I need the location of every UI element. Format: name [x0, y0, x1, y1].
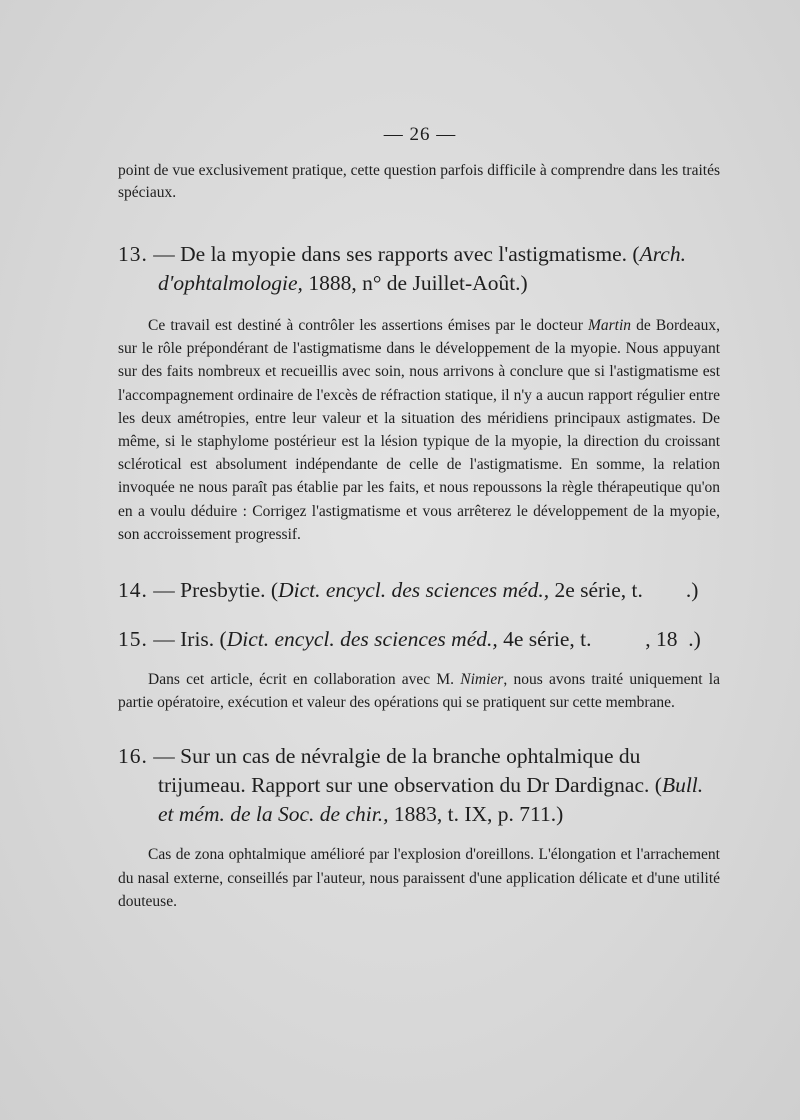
entry-16	[118, 742, 720, 913]
entry-number: 15.	[118, 627, 148, 652]
entry-number: 14.	[118, 578, 148, 603]
author-name: Nimier	[460, 671, 504, 689]
entry-source-rest: 2e série, t. .)	[554, 578, 699, 603]
entry-title: Iris.	[180, 627, 215, 652]
entry-dash: —	[153, 578, 175, 603]
page-content	[118, 160, 720, 913]
entry-heading: 13. — De la myopie dans ses rapports avec l'astigmatisme. (Arch. d'ophtalmologie, 1888, n° de Juillet-Août.)	[118, 242, 686, 295]
entry-description	[118, 314, 720, 546]
entry-source-italic: Dict. encycl. des sciences méd.,	[226, 627, 498, 652]
description-text: Dans cet article, écrit en collaboration avec M.	[148, 671, 461, 689]
entry-number: 16.	[118, 744, 148, 769]
entry-source-italic: Dict. encycl. des sciences méd.,	[278, 578, 550, 603]
entry-dash: —	[153, 242, 175, 266]
author-name: Martin	[587, 317, 632, 334]
entry-heading: 16. — Sur un cas de névralgie de la branche ophtalmique du trijumeau. Rapport sur une observation du Dr Dardignac. (Bull. et mém. de la Soc. de chir., 1883, t. IX, p. 711.)	[118, 744, 704, 827]
entry-heading: 15. — Iris. (Dict. encycl. des sciences méd., 4e série, t. , 18 .)	[118, 627, 701, 652]
description-text: de Bordeaux, sur le rôle prépondérant de l'astigmatisme dans le développement de la myopie. Nous appuyant sur des faits nombreux et recueillis avec soin, nous arrivons à conclure que si l'astigmatisme est l'accompagnement ordinaire de l'excès de réfraction statique, il n'y a aucun rapport régulier entre les deux amétropies, entre leur valeur et la situation des méridiens principaux astigmates. De même, si le staphylome postérieur est la lésion typique de la myopie, la direction du croissant sclérotical est absolument indépendante de celle de l'astigmatisme. En somme, la relation invoquée ne nous paraît pas établie par les faits, et nous repoussons la règle thérapeutique qu'on en a voulu déduire : Corrigez l'astigmatisme et vous arrêterez le développement de la myopie, son accroissement progressif.	[118, 317, 720, 543]
entry-dash: —	[153, 744, 175, 769]
entry-source-italic: Bull. et mém. de la Soc. de chir.,	[158, 773, 704, 827]
intro-paragraph: point de vue exclusivement pratique, cette question parfois difficile à comprendre dans les traités spéciaux.	[118, 162, 720, 201]
entry-title: Sur un cas de névralgie de la branche ophtalmique du trijumeau. Rapport sur une observation du Dr Dardignac.	[158, 744, 650, 798]
entry-description	[118, 668, 720, 714]
entry-description: Cas de zona ophtalmique amélioré par l'explosion d'oreillons. L'élongation et l'arrachement du nasal externe, conseillés par l'auteur, nous paraissent d'une application délicate et d'une utilité douteuse.	[118, 846, 720, 910]
description-text: , nous avons traité uniquement la partie opératoire, exécution et valeur des opérations qui se pratiquent sur cette membrane.	[118, 671, 720, 712]
entry-source-rest: 1888, n° de Juillet-Août.)	[308, 271, 528, 295]
entry-dash: —	[153, 627, 175, 652]
page-number: — 26 —	[383, 124, 457, 145]
description-text: Ce travail est destiné à contrôler les assertions émises par le docteur	[148, 317, 588, 334]
entry-13	[118, 240, 720, 546]
entry-source-italic: Arch. d'ophtalmologie,	[158, 242, 686, 295]
entry-15	[118, 625, 720, 714]
entry-title: Presbytie.	[180, 578, 266, 603]
entry-14	[118, 576, 720, 605]
entry-source-rest: 4e série, t. , 18 .)	[503, 627, 701, 652]
entry-heading: 14. — Presbytie. (Dict. encycl. des sciences méd., 2e série, t. .)	[118, 578, 699, 603]
entry-source-rest: 1883, t. IX, p. 711.)	[393, 802, 564, 827]
entry-title: De la myopie dans ses rapports avec l'astigmatisme.	[180, 242, 628, 266]
entry-number: 13.	[118, 242, 148, 266]
